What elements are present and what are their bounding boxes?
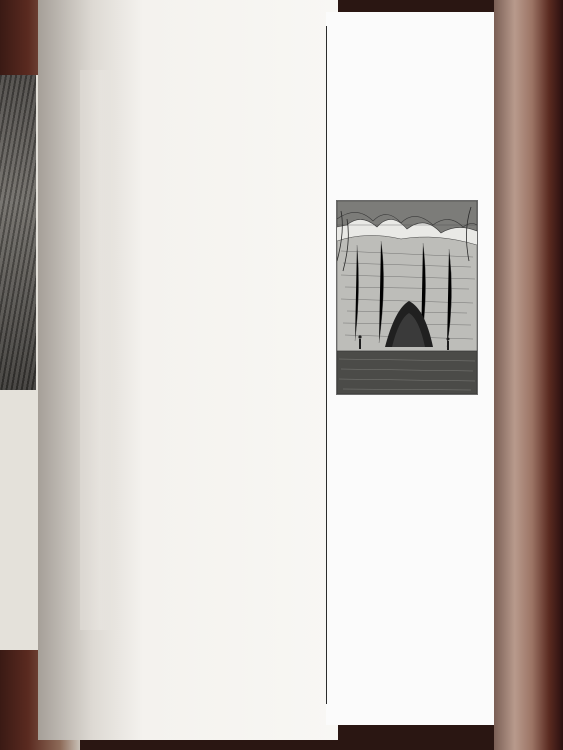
column-divider — [326, 26, 327, 704]
facing-page-photo — [0, 75, 36, 390]
book-edge-right — [494, 0, 563, 750]
engraving-illustration — [336, 200, 478, 395]
book-page-main — [38, 0, 338, 740]
